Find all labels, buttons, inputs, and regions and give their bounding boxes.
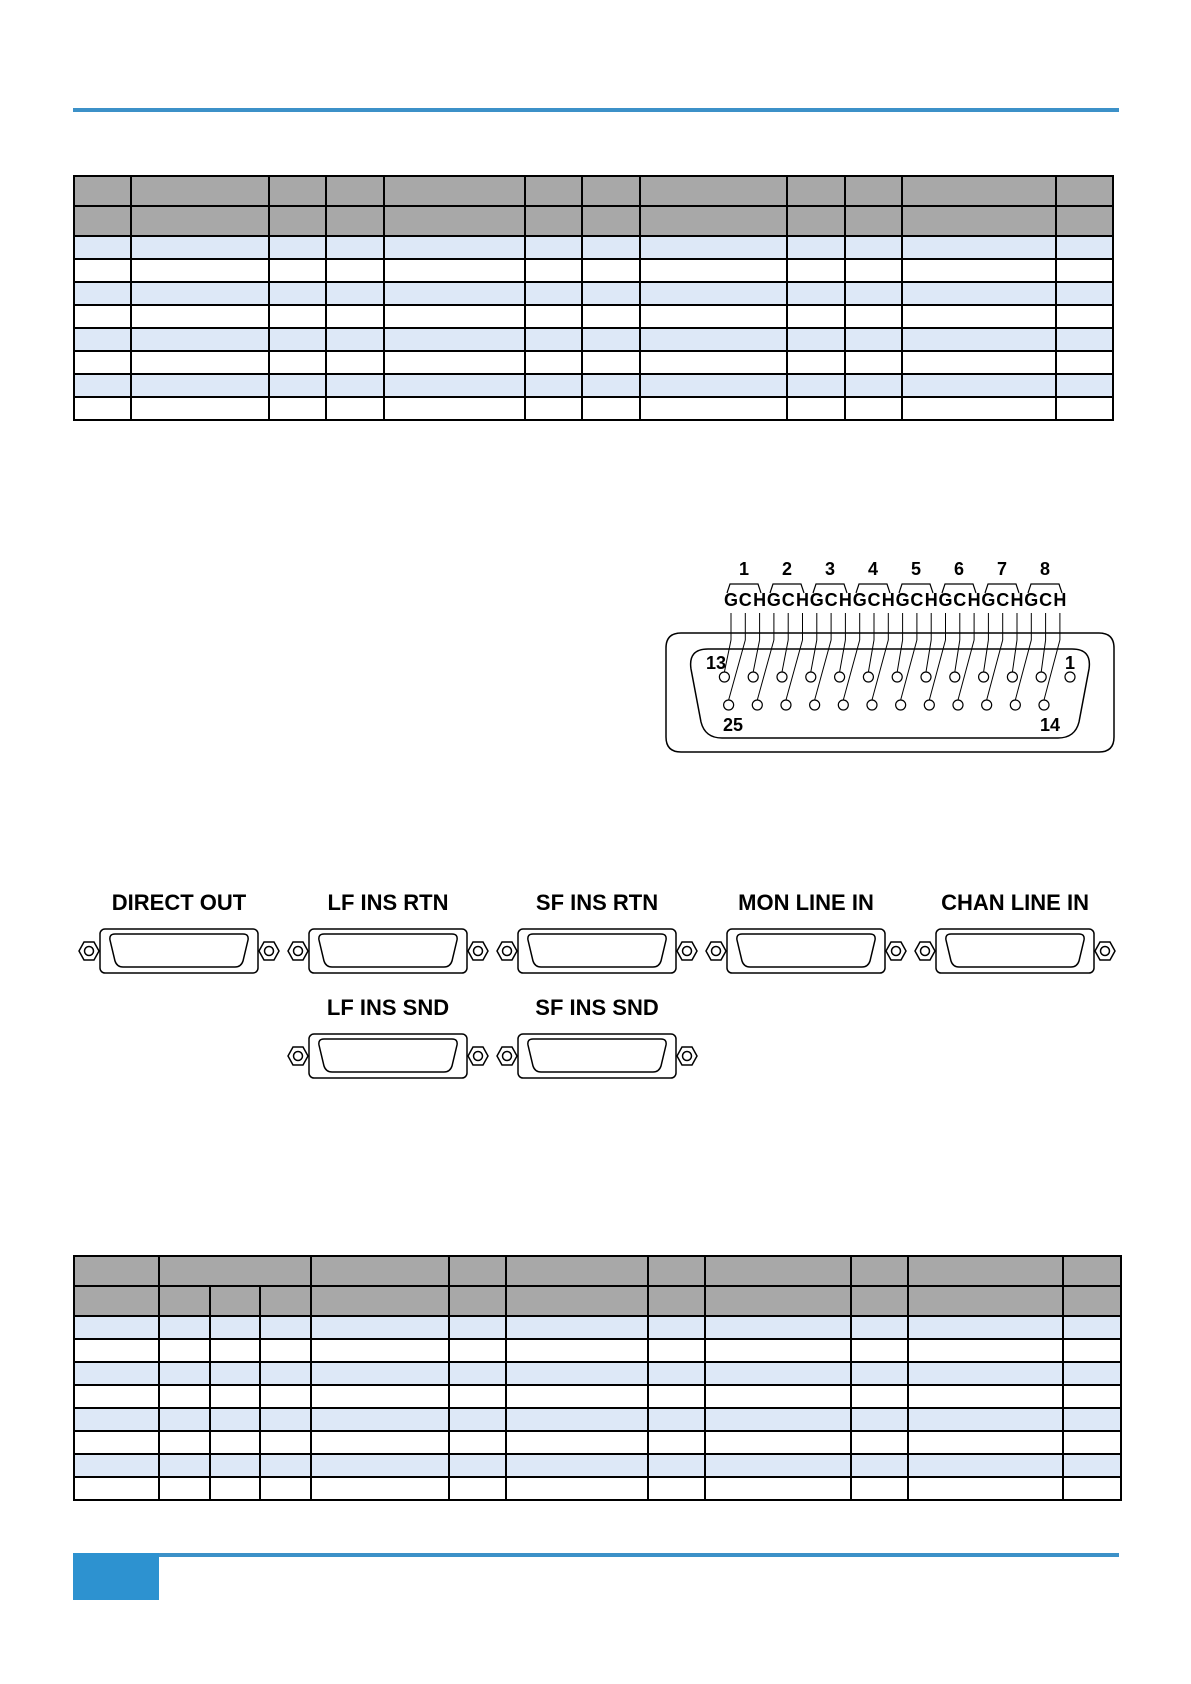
- channel-number: 1: [738, 559, 750, 579]
- channel-number: 8: [1039, 559, 1051, 579]
- table-row: [74, 1454, 1121, 1477]
- conductor-label: G: [1024, 590, 1039, 610]
- table-header-row: [74, 1286, 1121, 1316]
- conductor-label: C: [996, 590, 1010, 610]
- bottom-pin-table: [73, 1255, 1122, 1501]
- conductor-label: G: [981, 590, 996, 610]
- conductor-label: C: [910, 590, 924, 610]
- table-row: [74, 1431, 1121, 1454]
- conductor-label: G: [723, 590, 739, 610]
- connector-direct-out: [79, 890, 279, 973]
- pin-label-top-left: 13: [706, 653, 727, 673]
- page-number-tab: [73, 1553, 159, 1600]
- connector-label-mon-line-in: MON LINE IN: [738, 890, 874, 915]
- table-row: [74, 1408, 1121, 1431]
- bottom-rule: [73, 1553, 1119, 1557]
- conductor-label: G: [852, 590, 867, 610]
- connector-sf-ins-snd: [497, 995, 697, 1078]
- conductor-label: H: [838, 590, 852, 610]
- connector-sf-ins-rtn: [497, 890, 697, 973]
- conductor-label: C: [824, 590, 838, 610]
- conductor-label: H: [967, 590, 981, 610]
- table-row: [74, 1339, 1121, 1362]
- pin-label-bottom-right: 14: [1040, 715, 1061, 735]
- table-row: [74, 1477, 1121, 1500]
- conductor-label: C: [867, 590, 881, 610]
- conductor-label: H: [1053, 590, 1067, 610]
- conductor-label: G: [895, 590, 910, 610]
- conductor-label: H: [924, 590, 938, 610]
- connector-label-lf-ins-snd: LF INS SND: [326, 995, 450, 1020]
- channel-number: 2: [781, 559, 793, 579]
- channel-number: 5: [910, 559, 922, 579]
- pin-label-top-right: 1: [1065, 653, 1076, 673]
- connector-mon-line-in: [706, 890, 906, 973]
- pin-label-bottom-left: 25: [723, 715, 744, 735]
- connector-label-lf-ins-rtn: LF INS RTN: [327, 890, 449, 915]
- connector-label-direct-out: DIRECT OUT: [111, 890, 247, 915]
- connector-lf-ins-rtn: [288, 890, 488, 973]
- table-row: [74, 1385, 1121, 1408]
- conductor-label: C: [953, 590, 967, 610]
- channel-number: 7: [996, 559, 1008, 579]
- table-row: [74, 1316, 1121, 1339]
- conductor-label: C: [781, 590, 795, 610]
- conductor-label: H: [881, 590, 895, 610]
- connector-lf-ins-snd: [288, 995, 488, 1078]
- conductor-label: G: [766, 590, 781, 610]
- conductor-label: H: [1010, 590, 1024, 610]
- channel-number: 6: [953, 559, 965, 579]
- channel-number: 4: [867, 559, 879, 579]
- table-row: [74, 1362, 1121, 1385]
- connector-chan-line-in: [915, 890, 1115, 973]
- conductor-label: C: [1039, 590, 1053, 610]
- conductor-label: C: [738, 590, 752, 610]
- table-header-row: [74, 1256, 1121, 1286]
- connector-label-chan-line-in: CHAN LINE IN: [941, 890, 1089, 915]
- connector-label-sf-ins-snd: SF INS SND: [535, 995, 659, 1020]
- connector-label-sf-ins-rtn: SF INS RTN: [535, 890, 659, 915]
- conductor-label: H: [753, 590, 767, 610]
- conductor-label: H: [796, 590, 809, 610]
- channel-number: 3: [824, 559, 836, 579]
- conductor-label: G: [809, 590, 824, 610]
- conductor-label: G: [938, 590, 953, 610]
